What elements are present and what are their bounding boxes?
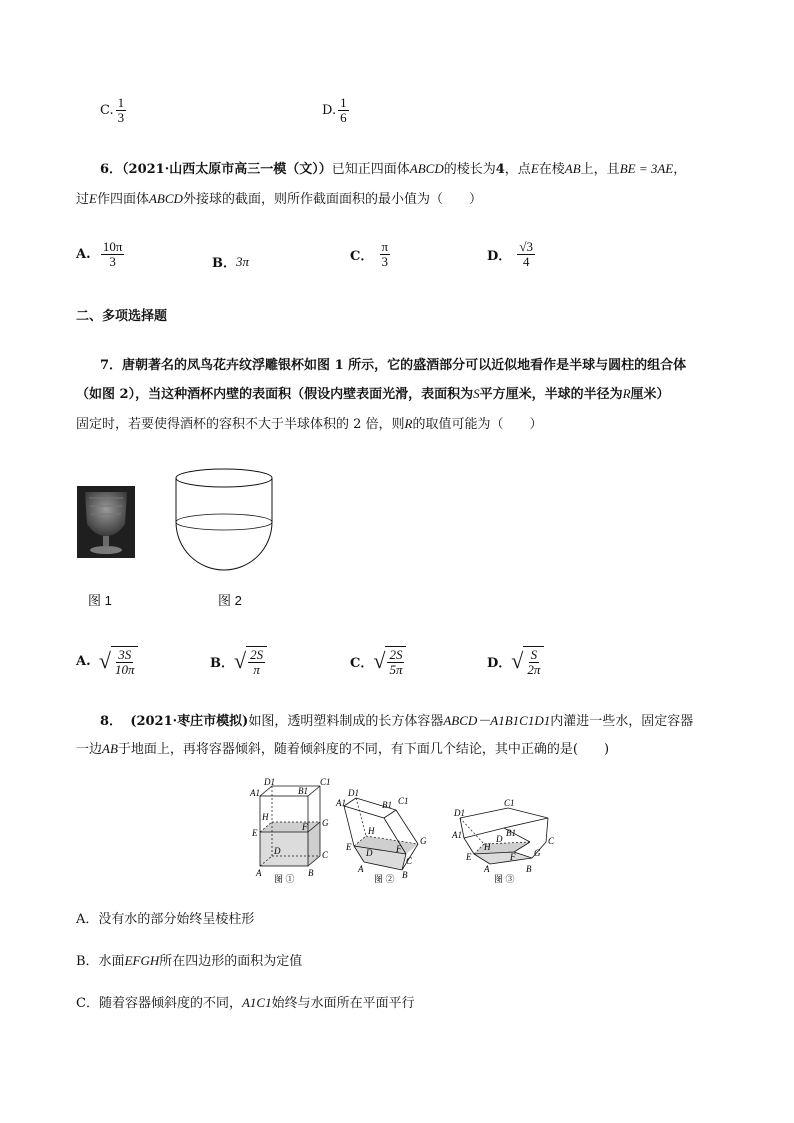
- value: 3π: [236, 253, 250, 269]
- q8-line1: [100, 710, 693, 729]
- q8-option-c: [76, 992, 415, 1011]
- numerator: √3: [519, 239, 534, 254]
- vertex-label: C: [322, 850, 329, 860]
- vertex-label: D1: [264, 777, 275, 787]
- math: BE = 3AE: [619, 161, 674, 176]
- math: AB: [564, 161, 581, 176]
- vertex-label: C1: [398, 796, 409, 806]
- vertex-label: H: [262, 812, 269, 822]
- option-label: D．: [487, 248, 512, 264]
- text: 的取值可能为（ ）: [412, 417, 543, 432]
- math: R: [622, 386, 631, 401]
- numerator: 2S: [389, 647, 403, 662]
- denominator: 3: [117, 109, 125, 125]
- option-label: A.: [76, 653, 91, 669]
- text: C．随着容器倾斜度的不同，: [76, 996, 242, 1011]
- text: 厘米）: [630, 387, 670, 402]
- question-number: 6．: [100, 162, 123, 177]
- option-label: C．: [350, 655, 374, 671]
- math: EFGH: [124, 953, 160, 968]
- vertex-label: A: [256, 868, 262, 878]
- text: 始终与水面所在平面平行: [271, 996, 415, 1011]
- option-label: B．: [210, 655, 234, 671]
- figure-2: [335, 788, 427, 884]
- numerator: 2S: [250, 647, 264, 662]
- option-label: C．: [350, 248, 374, 264]
- option-label: C.: [100, 102, 114, 118]
- text: 过: [76, 192, 90, 207]
- vertex-label: D1: [454, 808, 465, 818]
- text: 固定时，若要使得酒杯的容积不大于半球体积的 2 倍，则: [76, 417, 405, 432]
- vertex-label: E: [466, 852, 472, 862]
- vertex-label: F: [302, 822, 308, 832]
- denominator: 4: [522, 253, 530, 269]
- q5-option-d: [322, 96, 351, 124]
- vertex-label: D: [274, 846, 281, 856]
- numerator: 1: [340, 95, 347, 110]
- vertex-label: F: [396, 844, 402, 854]
- sqrt-icon: √: [98, 648, 111, 674]
- question-number: 8．: [100, 714, 123, 729]
- q6-option-d: [487, 240, 537, 268]
- math: ABCD: [148, 191, 183, 206]
- text: 如图，透明塑料制成的长方体容器: [248, 714, 444, 729]
- text: 于地面上，再将容器倾斜，随着倾斜度的不同，有下面几个结论，其中正确的是( ): [117, 742, 610, 757]
- vertex-label: C: [406, 856, 413, 866]
- vertex-label: D: [366, 848, 373, 858]
- q6-line2: [76, 188, 482, 207]
- denominator: 3: [109, 253, 116, 269]
- sqrt-expr: [234, 646, 267, 676]
- fraction: [101, 240, 125, 268]
- q7-option-b: [210, 646, 267, 676]
- q7-option-c: [350, 646, 406, 676]
- figure-2-caption: 图 ②: [374, 874, 395, 884]
- vertex-label: H: [368, 826, 375, 836]
- math: E: [530, 161, 539, 176]
- silver-cup-photo: [77, 486, 135, 558]
- vertex-label: A1: [452, 830, 462, 840]
- cup-diagram: [172, 464, 276, 578]
- vertex-label: D1: [348, 788, 359, 798]
- fig1-caption: 图 1: [88, 593, 112, 608]
- text: （如图 2），当这种酒杯内壁的表面积（假设内壁表面光滑，表面积为: [76, 387, 474, 402]
- vertex-label: B1: [382, 800, 392, 810]
- numerator: 10π: [102, 239, 123, 254]
- vertex-label: B: [308, 868, 314, 878]
- figure-3-caption: 图 ③: [494, 874, 515, 884]
- vertex-label: E: [252, 828, 258, 838]
- question-source: （2021·山西太原市高三一模（文））: [122, 162, 332, 177]
- vertex-label: B: [526, 864, 532, 874]
- vertex-label: B1: [298, 786, 308, 796]
- q6-option-b: [212, 252, 249, 271]
- text: 一边: [76, 742, 103, 757]
- text: 上，且: [580, 162, 620, 177]
- figure-1-caption: 图 ①: [274, 874, 295, 884]
- sqrt-expr: [99, 646, 139, 676]
- q7-line3: [76, 413, 543, 432]
- numerator: π: [381, 239, 389, 254]
- text: 在棱: [538, 162, 565, 177]
- fraction: [338, 96, 349, 124]
- q6-option-a: [76, 240, 126, 268]
- q7-option-a: [76, 646, 138, 676]
- text: 作四面体: [96, 192, 149, 207]
- figure-1: [249, 777, 331, 884]
- text: 外接球的截面，则所作截面面积的最小值为（ ）: [182, 192, 482, 207]
- vertex-label: C1: [320, 777, 331, 787]
- vertex-label: A1: [336, 798, 346, 808]
- text: ，点: [504, 162, 531, 177]
- math: E: [89, 191, 97, 206]
- math: S: [473, 386, 480, 401]
- text: 平方厘米，半球的半径为: [479, 387, 623, 402]
- fraction: [380, 240, 391, 268]
- container-diagrams: [246, 776, 556, 884]
- vertex-label: B1: [506, 828, 516, 838]
- vertex-label: A1: [250, 788, 260, 798]
- numerator: 1: [117, 95, 125, 110]
- q8-option-b: [76, 950, 302, 969]
- vertex-label: G: [534, 848, 541, 858]
- vertex-label: C1: [504, 798, 515, 808]
- vertex-label: F: [510, 852, 516, 862]
- q6-option-c: [350, 240, 392, 268]
- math: ABCD－A1B1C1D1: [443, 713, 551, 728]
- sqrt-icon: √: [511, 648, 524, 674]
- section-heading: 二、多项选择题: [76, 309, 168, 324]
- vertex-label: D: [496, 834, 503, 844]
- text: ，: [673, 162, 687, 177]
- fraction: [116, 96, 127, 124]
- option-label: D．: [487, 655, 512, 671]
- q7-line2: [76, 383, 670, 402]
- option-label: A.: [76, 246, 91, 262]
- numerator: 3S: [118, 647, 132, 662]
- vertex-label: H: [484, 842, 491, 852]
- sqrt-icon: √: [373, 648, 386, 674]
- vertex-label: G: [322, 818, 329, 828]
- vertex-label: A: [358, 864, 364, 874]
- denominator: 5π: [389, 661, 403, 677]
- text: 所在四边形的面积为定值: [159, 954, 303, 969]
- q6-line1: [100, 158, 686, 177]
- math: A1C1: [241, 995, 272, 1010]
- denominator: 10π: [114, 661, 135, 677]
- vertex-label: C: [548, 836, 555, 846]
- fig2-caption: 图 2: [218, 593, 242, 608]
- sqrt-expr: [373, 646, 406, 676]
- math: 4: [495, 162, 505, 177]
- text: 已知正四面体: [331, 162, 410, 177]
- text: B．水面: [76, 954, 125, 969]
- fraction: [517, 240, 535, 268]
- sqrt-icon: √: [234, 648, 247, 674]
- math: R: [404, 416, 413, 431]
- vertex-label: E: [346, 842, 352, 852]
- figure-3: [451, 798, 555, 884]
- sqrt-expr: [511, 646, 544, 676]
- q7-option-d: [487, 646, 544, 676]
- text: 内灌进一些水，固定容器: [550, 714, 694, 729]
- vertex-label: G: [420, 836, 427, 846]
- q8-option-a: A．没有水的部分始终呈棱柱形: [76, 912, 255, 927]
- text: 的棱长为: [443, 162, 496, 177]
- denominator: π: [253, 661, 260, 677]
- option-label: B．: [212, 256, 236, 271]
- denominator: 6: [340, 109, 347, 125]
- vertex-label: B: [402, 870, 408, 880]
- denominator: 2π: [527, 661, 541, 677]
- question-source: (2021·枣庄市模拟): [130, 714, 249, 729]
- q5-option-c: [100, 96, 128, 124]
- option-label: D.: [322, 102, 337, 118]
- math: ABCD: [409, 161, 444, 176]
- numerator: S: [530, 647, 538, 662]
- q7-line1: 7．唐朝著名的凤鸟花卉纹浮雕银杯如图 1 所示，它的盛酒部分可以近似地看作是半球与圆柱的组合体: [100, 358, 687, 373]
- q8-line2: [76, 738, 609, 757]
- denominator: 3: [381, 253, 389, 269]
- vertex-label: A: [484, 864, 490, 874]
- math: AB: [102, 741, 118, 756]
